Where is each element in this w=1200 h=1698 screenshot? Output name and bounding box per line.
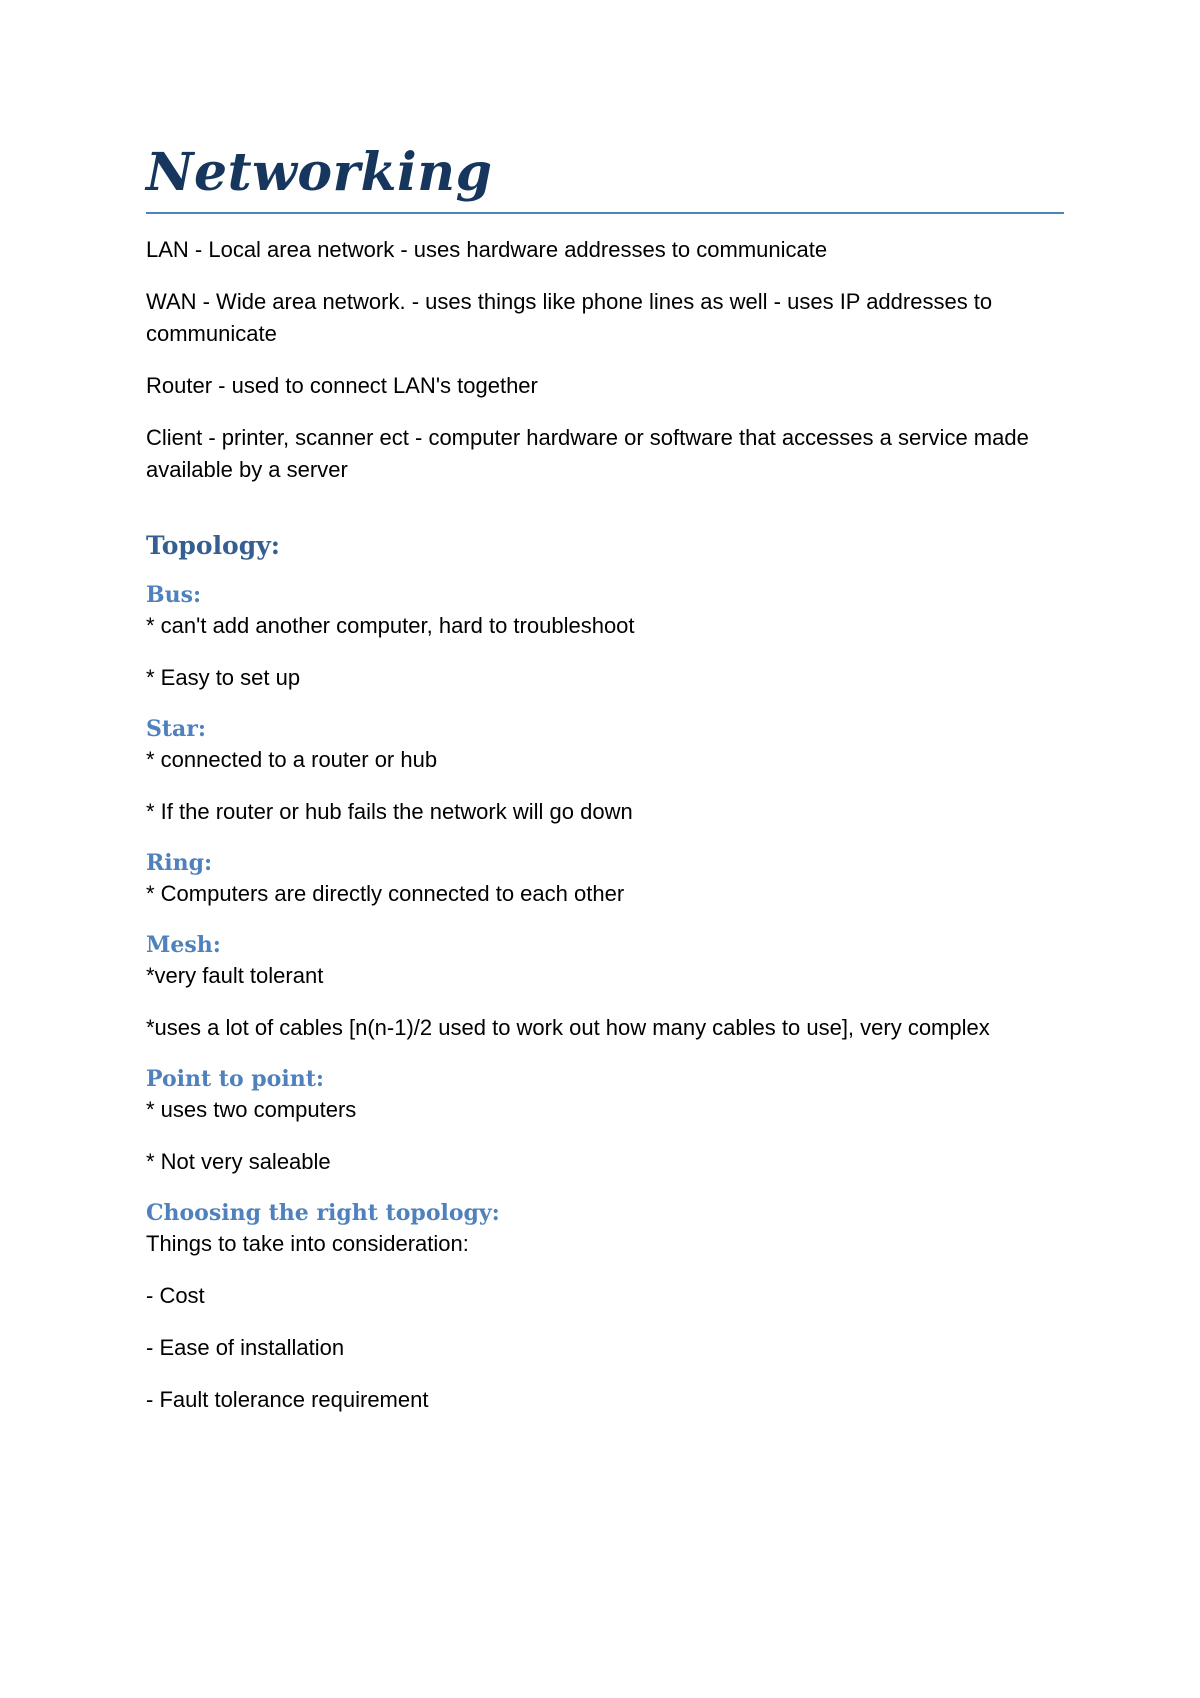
list-item: * Not very saleable xyxy=(146,1149,331,1174)
definition-client: Client - printer, scanner ect - computer hardware or software that accesses a service made available by a server xyxy=(146,425,1029,482)
list-item: * Easy to set up xyxy=(146,665,301,690)
list-item: * uses two computers xyxy=(146,1097,357,1122)
section-heading: Bus: xyxy=(146,582,202,608)
section-star xyxy=(146,714,1064,828)
list-item: *uses a lot of cables [n(n-1)/2 used to work out how many cables to use], very complex xyxy=(146,1015,990,1040)
section-ring xyxy=(146,848,1064,910)
list-item: - Ease of installation xyxy=(146,1335,345,1360)
list-item: * If the router or hub fails the network will go down xyxy=(146,799,633,824)
topology-heading: Topology: xyxy=(146,531,280,560)
list-item: *very fault tolerant xyxy=(146,963,324,988)
section-heading: Ring: xyxy=(146,850,213,876)
list-item: * Computers are directly connected to each other xyxy=(146,881,625,906)
section-heading: Mesh: xyxy=(146,932,221,958)
section-mesh xyxy=(146,930,1064,1044)
list-item: - Fault tolerance requirement xyxy=(146,1387,429,1412)
definition-lan: LAN - Local area network - uses hardware addresses to communicate xyxy=(146,237,828,262)
definition-router: Router - used to connect LAN's together xyxy=(146,373,538,398)
document-title: Networking xyxy=(146,140,1064,214)
section-heading: Star: xyxy=(146,716,207,742)
list-item: Things to take into consideration: xyxy=(146,1231,469,1256)
list-item: - Cost xyxy=(146,1283,205,1308)
definition-wan: WAN - Wide area network. - uses things like phone lines as well - uses IP addresses to communicate xyxy=(146,289,993,346)
section-choosing-topology xyxy=(146,1198,1064,1416)
document-page xyxy=(146,140,1064,1436)
section-heading: Choosing the right topology: xyxy=(146,1200,500,1226)
section-bus xyxy=(146,580,1064,694)
list-item: * can't add another computer, hard to troubleshoot xyxy=(146,613,635,638)
section-heading: Point to point: xyxy=(146,1066,324,1092)
intro-definitions xyxy=(146,234,1064,486)
list-item: * connected to a router or hub xyxy=(146,747,438,772)
section-point-to-point xyxy=(146,1064,1064,1178)
